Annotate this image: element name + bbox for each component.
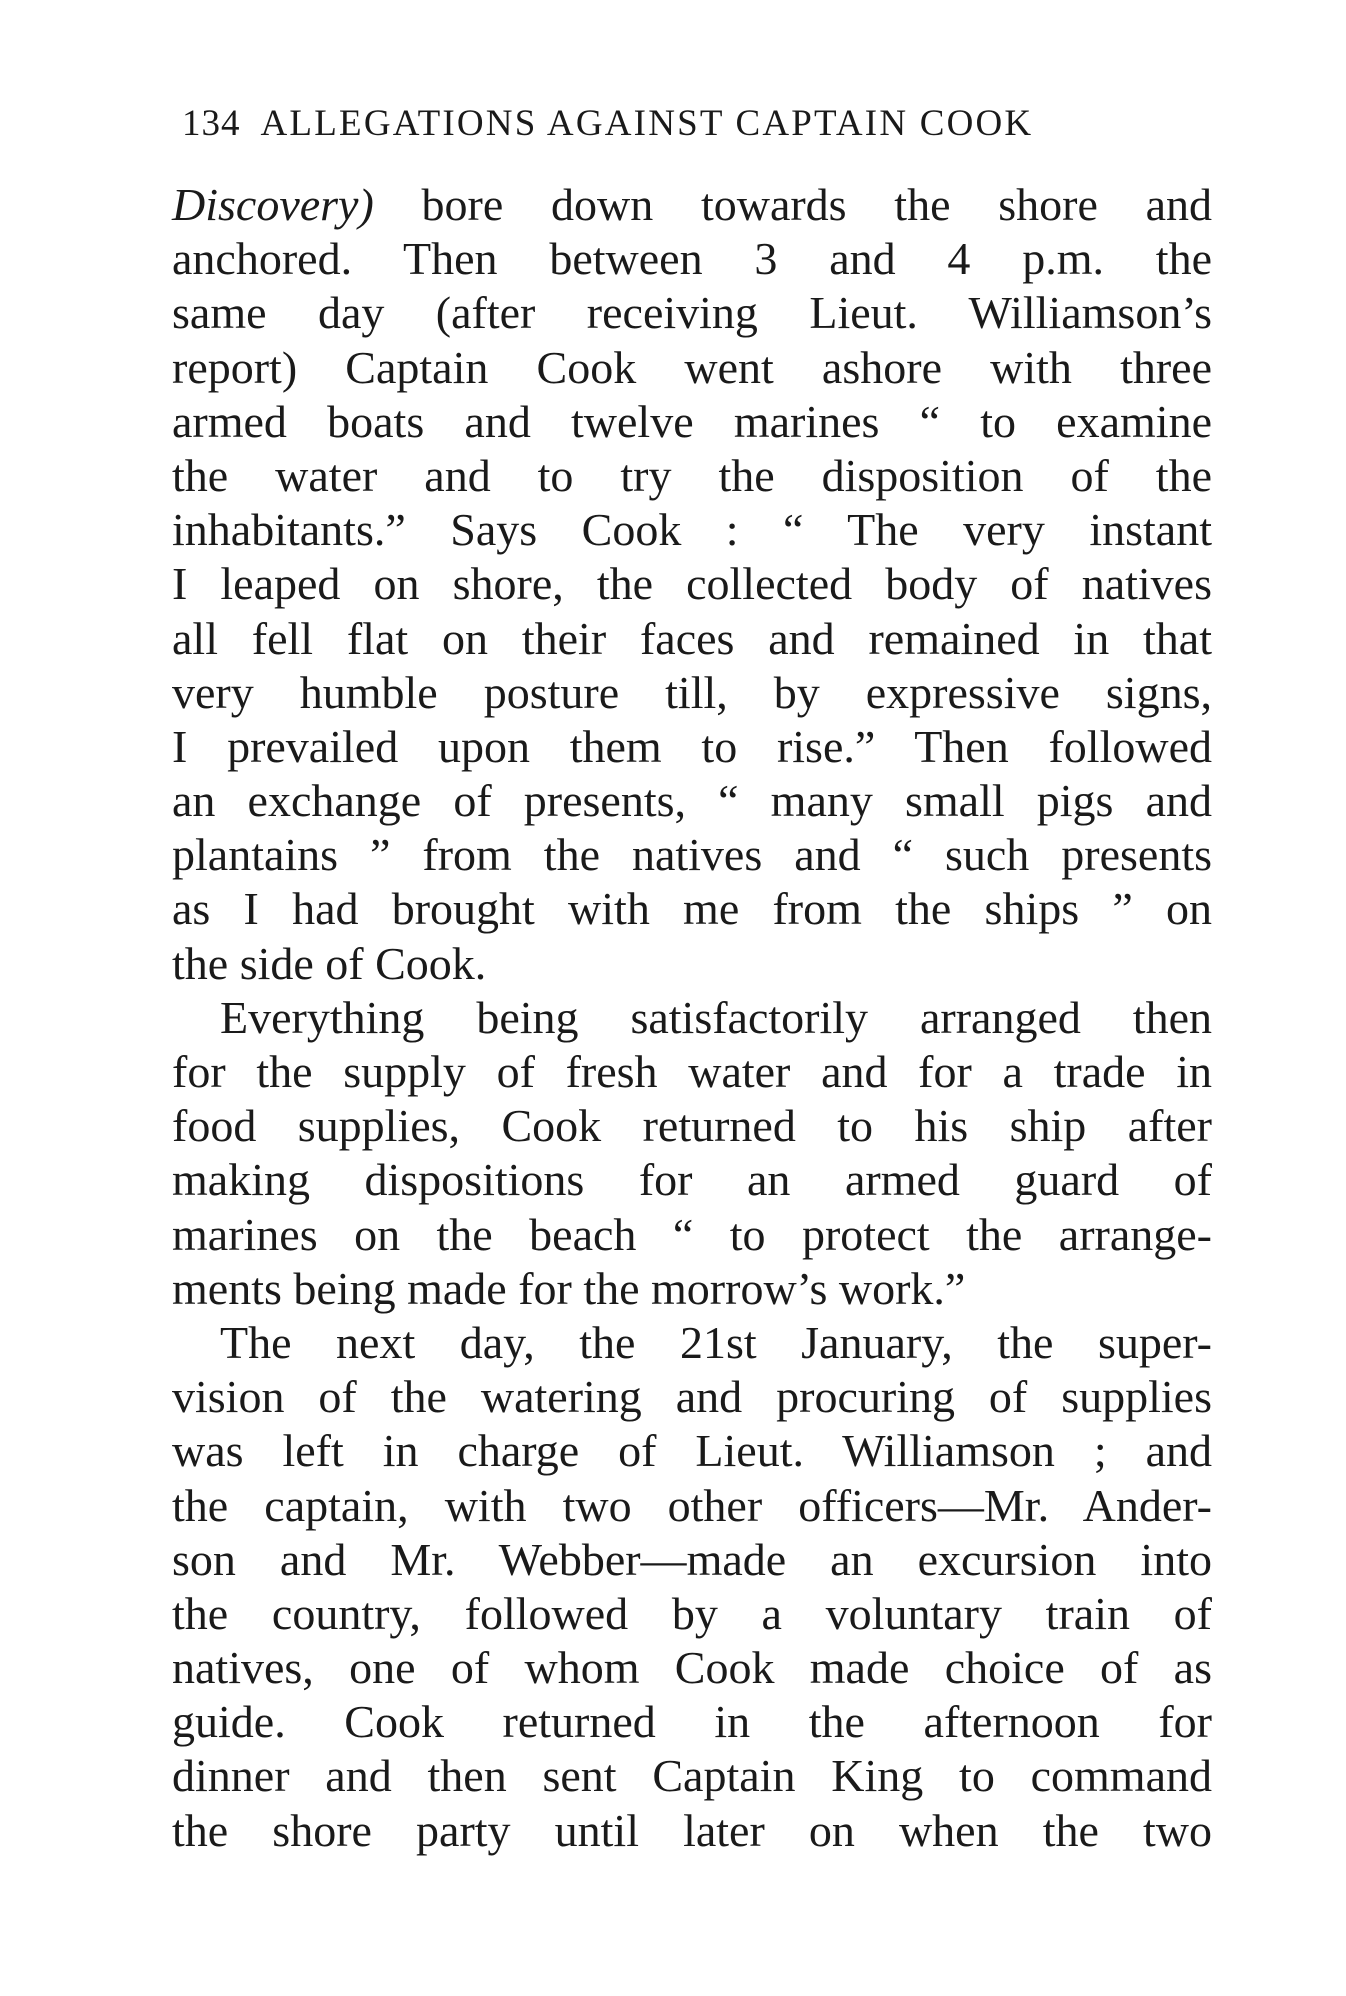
text-line: plantains ” from the natives and “ such presents <box>172 829 1212 881</box>
text-line: Discovery) bore down towards the shore and <box>172 179 1213 230</box>
text-line: the country, followed by a voluntary train of <box>172 1587 1212 1639</box>
text-line: I leaped on shore, the collected body of natives <box>172 558 1212 610</box>
text-line: dinner and then sent Captain King to command <box>172 1750 1212 1802</box>
page-number: 134 <box>182 103 241 144</box>
text-line: for the supply of fresh water and for a trade in <box>172 1046 1212 1097</box>
text-line: food supplies, Cook returned to his ship after <box>172 1100 1212 1152</box>
text-line: as I had brought with me from the ships ” on <box>172 883 1212 935</box>
text-line: anchored. Then between 3 and 4 p.m. the <box>172 233 1212 285</box>
text-line: armed boats and twelve marines “ to examine <box>172 395 1212 447</box>
text-line: the water and to try the disposition of the <box>172 449 1212 501</box>
text-line: the captain, with two other officers—Mr. Ander- <box>172 1479 1212 1531</box>
body-text <box>172 178 1212 1858</box>
text-line: natives, one of whom Cook made choice of as <box>172 1642 1212 1694</box>
text-line: very humble posture till, by expressive signs, <box>172 666 1212 718</box>
text-line: inhabitants.” Says Cook : “ The very instant <box>172 504 1212 556</box>
text-line: marines on the beach “ to protect the arrange- <box>172 1208 1212 1260</box>
text-line: guide. Cook returned in the afternoon for <box>172 1696 1212 1748</box>
text-line: vision of the watering and procuring of supplies <box>172 1371 1212 1423</box>
italic-ship-name: Discovery) <box>172 179 374 230</box>
text-line: son and Mr. Webber—made an excursion into <box>172 1533 1212 1585</box>
text-line: the side of Cook. <box>172 937 487 989</box>
running-title: ALLEGATIONS AGAINST CAPTAIN COOK <box>260 103 1034 144</box>
text-line: was left in charge of Lieut. Williamson ; and <box>172 1425 1212 1477</box>
text-line: report) Captain Cook went ashore with three <box>172 341 1212 393</box>
paragraph-start: The next day, the 21st January, the super- <box>220 1316 1212 1368</box>
text-line: an exchange of presents, “ many small pigs and <box>172 775 1212 827</box>
text-line: making dispositions for an armed guard of <box>172 1154 1212 1206</box>
running-head <box>182 102 1212 145</box>
text-line: all fell flat on their faces and remained in that <box>172 612 1212 664</box>
text-line: same day (after receiving Lieut. Williamson’s <box>172 287 1212 339</box>
paragraph-start: Everything being satisfactorily arranged then <box>220 991 1212 1043</box>
text-line: ments being made for the morrow’s work.” <box>172 1262 966 1314</box>
text-line: the shore party until later on when the two <box>172 1804 1212 1856</box>
text-line: I prevailed upon them to rise.” Then followed <box>172 720 1212 772</box>
